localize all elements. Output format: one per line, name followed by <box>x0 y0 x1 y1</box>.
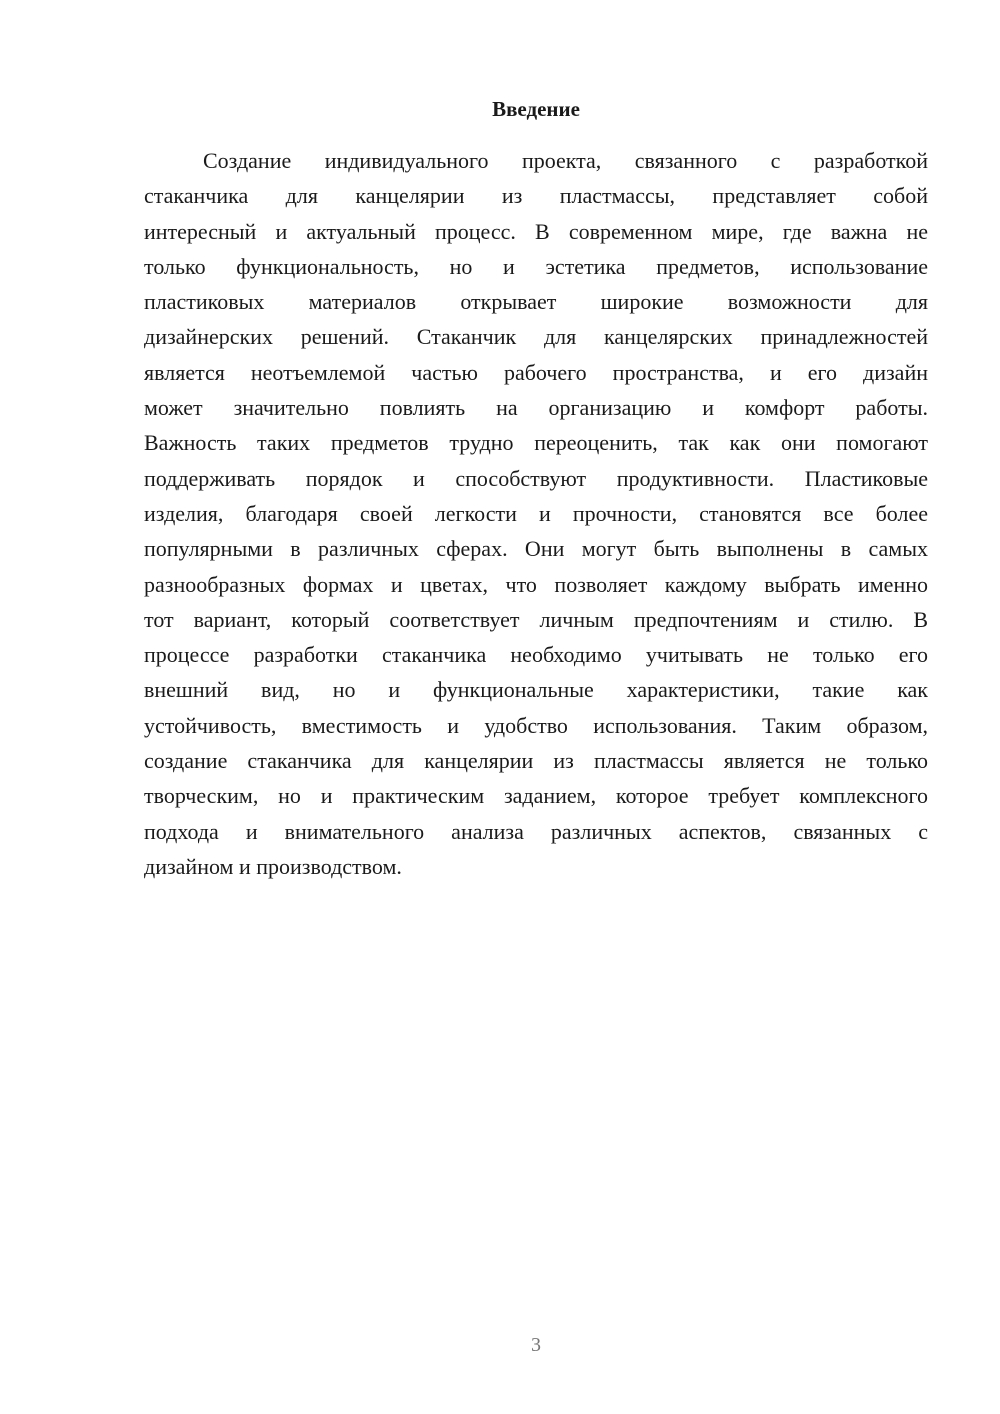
paragraph-line: подхода и внимательного анализа различных аспектов, связанных с <box>144 818 928 844</box>
paragraph-line: Важность таких предметов трудно переоценить, так как они помогают <box>144 430 928 456</box>
paragraph-line: тот вариант, который соответствует личным предпочтениям и стилю. В <box>144 606 928 632</box>
paragraph-line: изделия, благодаря своей легкости и прочности, становятся все более <box>144 500 928 526</box>
paragraph-line: разнообразных формах и цветах, что позволяет каждому выбрать именно <box>144 571 928 597</box>
paragraph-line: создание стаканчика для канцелярии из пластмассы является не только <box>144 748 928 774</box>
paragraph-line: дизайнерских решений. Стаканчик для канцелярских принадлежностей <box>144 324 928 350</box>
paragraph-line: интересный и актуальный процесс. В современном мире, где важна не <box>144 218 928 244</box>
page-number: 3 <box>531 1334 541 1356</box>
paragraph-line: может значительно повлиять на организацию и комфорт работы. <box>144 395 928 421</box>
intro-paragraph <box>144 143 928 884</box>
paragraph-line: стаканчика для канцелярии из пластмассы, представляет собой <box>144 183 928 209</box>
paragraph-line: пластиковых материалов открывает широкие возможности для <box>144 289 928 315</box>
paragraph-line: устойчивость, вместимость и удобство использования. Таким образом, <box>144 712 928 738</box>
paragraph-line: Создание индивидуального проекта, связанного с разработкой <box>203 148 928 173</box>
paragraph-line: только функциональность, но и эстетика предметов, использование <box>144 253 928 279</box>
paragraph-line: дизайном и производством. <box>144 853 402 879</box>
paragraph-line: процессе разработки стаканчика необходимо учитывать не только его <box>144 642 928 668</box>
paragraph-line: внешний вид, но и функциональные характеристики, такие как <box>144 677 928 703</box>
paragraph-line: является неотъемлемой частью рабочего пространства, и его дизайн <box>144 359 928 385</box>
paragraph-line: творческим, но и практическим заданием, которое требует комплексного <box>144 783 928 809</box>
paragraph-line: популярными в различных сферах. Они могут быть выполнены в самых <box>144 536 928 562</box>
paragraph-line: поддерживать порядок и способствуют продуктивности. Пластиковые <box>144 465 928 491</box>
section-heading: Введение <box>492 97 580 121</box>
